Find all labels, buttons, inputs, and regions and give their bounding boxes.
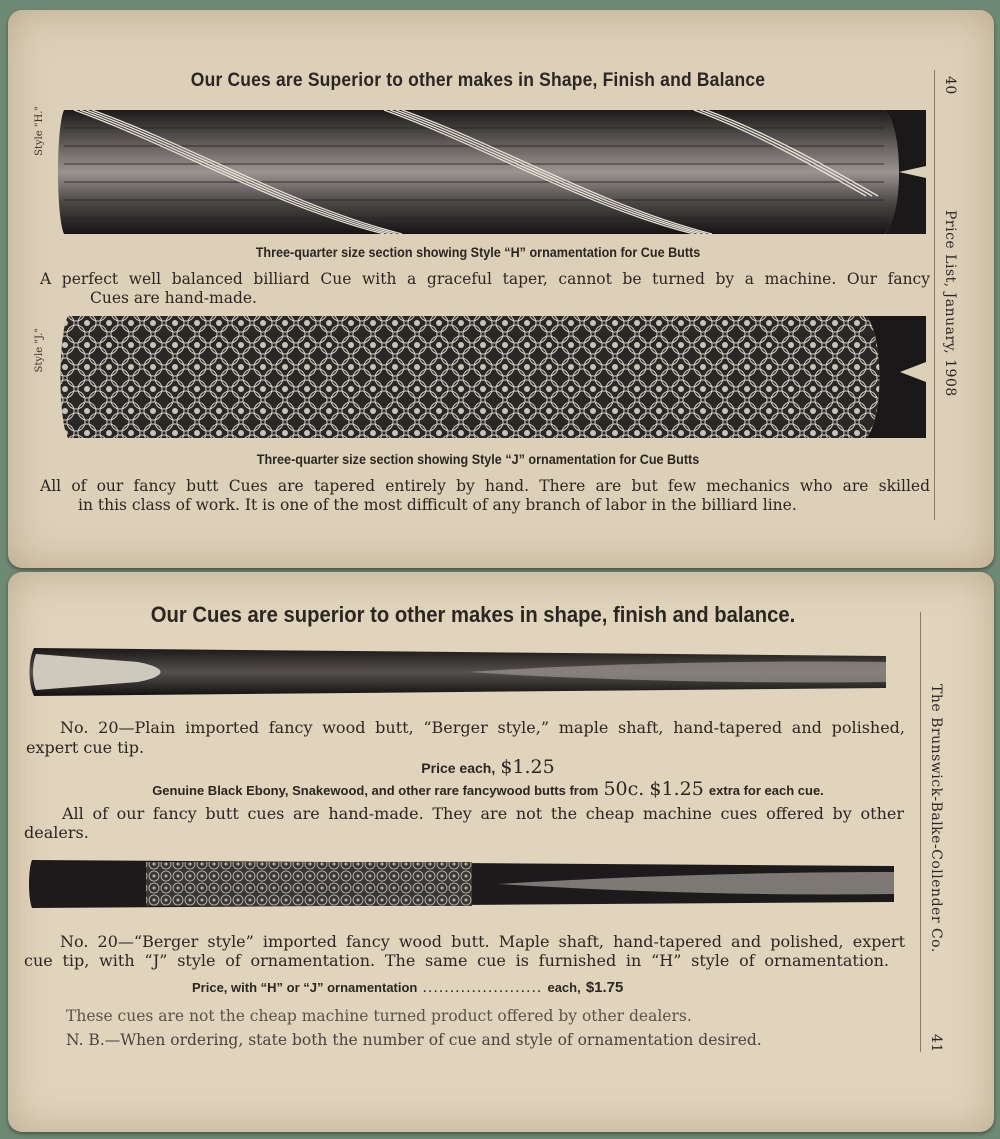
note-machine-turned: These cues are not the cheap machine turned product offered by other dealers. [66,1007,692,1025]
item1-line2: expert cue tip. [26,738,145,757]
top-page-margin-rule [934,70,935,520]
bottom-page-side-text: The Brunswick-Balke-Collender Co. [928,684,944,953]
item2-price-each: each, [547,980,581,995]
bottom-page-margin-rule [920,612,921,1052]
style-j-side-label-box [34,328,48,438]
hand-made-line1: All of our fancy butt cues are hand-made. They are not the cheap machine cues offered by other [62,804,904,823]
item2-line1: No. 20—“Berger style” imported fancy wood butt. Maple shaft, hand-tapered and polished, expert [60,932,905,951]
item2-price-label: Price, with “H” or “J” ornamentation [192,980,418,995]
cue-style-j-illustration [28,858,898,910]
item1-price-label: Price each, [421,760,496,776]
item2-price: $1.75 [585,979,624,996]
bottom-page [8,572,994,1132]
para1-line1: A perfect well balanced billiard Cue with a graceful taper, cannot be turned by a machine. Our fancy [40,270,930,288]
para2-line1: All of our fancy butt Cues are tapered entirely by hand. There are but few mechanics who are skilled [40,477,930,495]
item2-price-dots: ...................... [422,980,543,996]
ebony-prefix: Genuine Black Ebony, Snakewood, and other rare fancywood butts from [152,783,599,798]
cue-butt-style-j-illustration [54,312,926,442]
item1-price: $1.25 [500,756,555,778]
caption-style-h: Three-quarter size section showing Style “H” ornamentation for Cue Butts [255,244,701,260]
hand-made-line2: dealers. [24,823,89,842]
para1-line2: Cues are hand-made. [90,289,257,307]
cue-butt-style-h-illustration [54,106,926,238]
note-when-ordering: N. B.—When ordering, state both the number of cue and style of ornamentation desired. [66,1031,762,1049]
ebony-suffix: extra for each cue. [708,783,824,798]
top-page-heading: Our Cues are Superior to other makes in Shape, Finish and Balance [190,70,766,91]
ebony-extra-price: $1.25 [649,778,704,800]
ebony-from-price: 50c. [603,778,645,800]
style-h-side-label-box [34,106,48,241]
item2-line2: cue tip, with “J” style of ornamentation. The same cue is furnished in “H” style of ornamentation. [24,951,889,970]
para2-line2: in this class of work. It is one of the most difficult of any branch of labor in the billiard line. [78,496,797,514]
top-page [8,10,994,568]
style-h-side-label: Style "H." [34,106,45,156]
bottom-page-heading: Our Cues are superior to other makes in shape, finish and balance. [150,602,796,627]
item1-price-row [8,756,968,778]
caption-style-j: Three-quarter size section showing Style “J” ornamentation for Cue Butts [256,451,700,467]
item1-line1: No. 20—Plain imported fancy wood butt, “Berger style,” maple shaft, hand-tapered and polished, [60,718,905,737]
ebony-row [8,778,968,800]
style-j-side-label: Style "J." [34,328,45,373]
top-page-number: 40 [942,76,958,95]
cue-plain-illustration [28,644,890,700]
top-page-side-text: Price List, January, 1908 [942,210,958,397]
bottom-page-number: 41 [928,1034,944,1053]
item2-price-row [192,977,752,996]
